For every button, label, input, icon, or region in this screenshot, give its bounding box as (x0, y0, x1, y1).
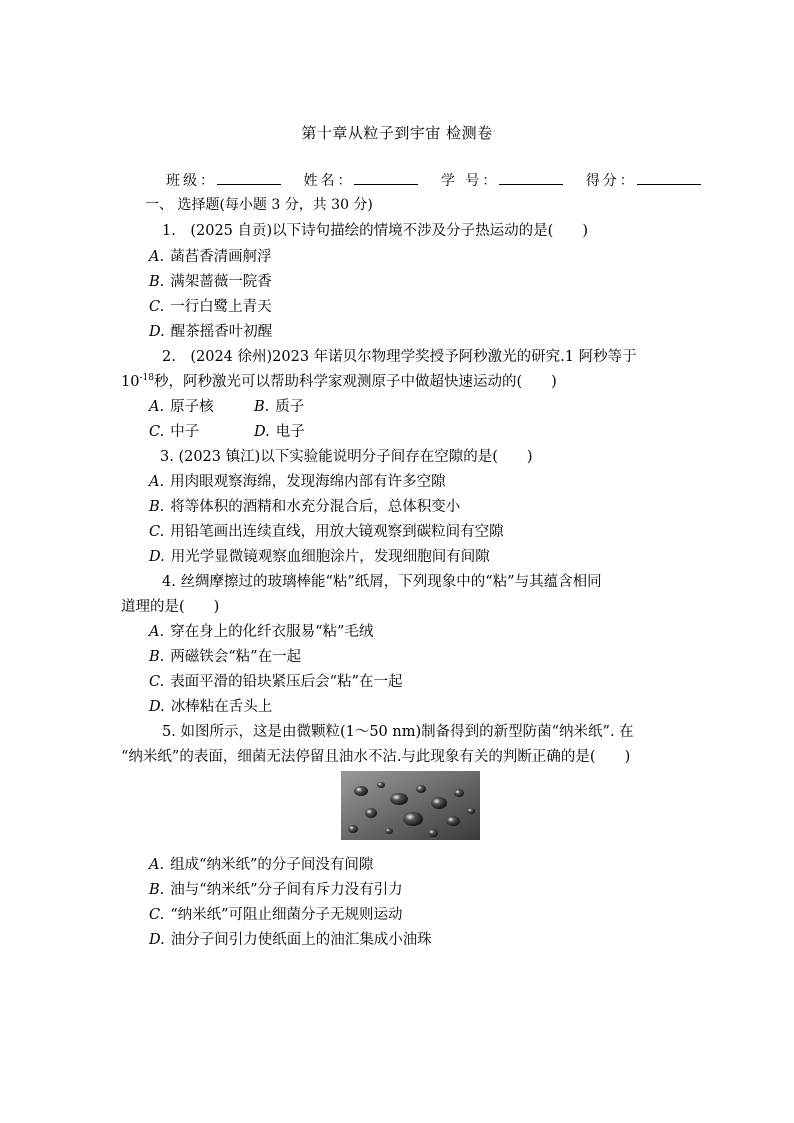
option-text: 冰棒粘在舌头上 (170, 699, 273, 715)
question-4-stem-line2: 道理的是( ) (121, 599, 220, 615)
question-5-stem-line1: 5. 如图所示，这是由微颗粒(1～50 nm)制备得到的新型防菌“纳米纸”. 在 (162, 724, 634, 740)
student-info-row (166, 170, 719, 190)
class-blank (217, 172, 281, 185)
option-letter: C. (149, 524, 165, 540)
option-text: 表面平滑的铅块紧压后会“粘”在一起 (170, 674, 403, 690)
question-1-option-c (149, 295, 272, 316)
stem-text: 10 (121, 374, 140, 390)
question-3-stem: 3. (2023 镇江)以下实验能说明分子间存在空隙的是( ) (160, 449, 533, 465)
option-text: 用肉眼观察海绵，发现海绵内部有许多空隙 (170, 474, 446, 490)
question-2-option-c (149, 420, 199, 441)
question-5-stem-line2: “纳米纸”的表面，细菌无法停留且油水不沾.与此现象有关的判断正确的是( ) (121, 749, 631, 765)
question-3-option-c (149, 520, 504, 541)
option-text: 电子 (275, 424, 305, 440)
question-2-option-d (254, 420, 305, 441)
option-text: 菡萏香清画舸浮 (170, 249, 272, 265)
option-letter: B. (149, 274, 165, 290)
score-blank (637, 172, 701, 185)
section-heading: 一、 选择题(每小题 3 分，共 30 分) (145, 197, 373, 213)
option-letter: A. (149, 474, 165, 490)
id-label: 学 号： (440, 173, 500, 189)
question-4-option-b (149, 645, 301, 666)
score-label: 得分： (585, 173, 637, 189)
question-3-option-b (149, 495, 460, 516)
question-4-stem-line1: 4. 丝绸摩擦过的玻璃棒能“粘”纸屑，下列现象中的“粘”与其蕴含相同 (162, 574, 602, 590)
option-text: 将等体积的酒精和水充分混合后，总体积变小 (170, 499, 461, 515)
option-letter: D. (149, 549, 165, 565)
option-letter: D. (254, 424, 270, 440)
id-blank (499, 172, 563, 185)
option-text: 满架蔷薇一院香 (170, 274, 272, 290)
option-letter: B. (149, 882, 165, 898)
option-letter: B. (149, 499, 165, 515)
question-1-option-a (149, 245, 272, 266)
option-letter: A. (149, 249, 165, 265)
option-letter: D. (149, 932, 165, 948)
question-4-option-d (149, 695, 272, 716)
option-text: 组成“纳米纸”的分子间没有间隙 (170, 857, 374, 873)
question-4-option-c (149, 670, 403, 691)
question-5-option-c (149, 903, 403, 924)
question-1-option-d (149, 320, 272, 341)
option-text: 穿在身上的化纤衣服易“粘”毛绒 (170, 624, 374, 640)
option-letter: C. (149, 674, 165, 690)
question-5-option-a (149, 853, 373, 874)
class-label: 班级： (166, 173, 217, 189)
question-2-stem-line1: 2. (2024 徐州)2023 年诺贝尔物理学奖授予阿秒激光的研究.1 阿秒等于 (162, 349, 637, 365)
option-text: 油与“纳米纸”分子间有斥力没有引力 (170, 882, 403, 898)
question-3-option-a (149, 470, 446, 491)
option-letter: D. (149, 324, 165, 340)
option-letter: D. (149, 699, 165, 715)
stem-text: 秒，阿秒激光可以帮助科学家观测原子中做超快速运动的( ) (153, 374, 557, 390)
exponent: -18 (139, 373, 154, 384)
option-text: “纳米纸”可阻止细菌分子无规则运动 (170, 907, 403, 923)
option-letter: A. (149, 399, 165, 415)
name-blank (354, 172, 418, 185)
option-letter: A. (149, 624, 165, 640)
option-letter: B. (149, 649, 165, 665)
option-text: 一行白鹭上青天 (170, 299, 272, 315)
option-text: 用光学显微镜观察血细胞涂片，发现细胞间有间隙 (170, 549, 490, 565)
question-5-option-d (149, 928, 432, 949)
question-2-option-a (149, 395, 214, 416)
option-text: 中子 (170, 424, 200, 440)
question-2-option-b (254, 395, 304, 416)
option-letter: C. (149, 299, 165, 315)
option-letter: C. (149, 424, 165, 440)
option-letter: A. (149, 857, 165, 873)
question-1-stem: 1. (2025 自贡)以下诗句描绘的情境不涉及分子热运动的是( ) (162, 223, 588, 239)
option-text: 用铅笔画出连续直线，用放大镜观察到碳粒间有空隙 (170, 524, 504, 540)
option-letter: C. (149, 907, 165, 923)
question-3-option-d (149, 545, 490, 566)
question-2-stem-line2 (121, 370, 557, 391)
name-label: 姓名： (303, 173, 355, 189)
option-text: 油分子间引力使纸面上的油汇集成小油珠 (170, 932, 432, 948)
option-letter: B. (254, 399, 270, 415)
option-text: 醒茶摇香叶初醒 (170, 324, 273, 340)
question-5-option-b (149, 878, 403, 899)
option-text: 原子核 (170, 399, 214, 415)
page-title: 第十章从粒子到宇宙 检测卷 (301, 124, 493, 142)
nano-paper-water-droplets-photo (341, 771, 480, 840)
droplets-image (341, 771, 480, 840)
option-text: 质子 (275, 399, 305, 415)
question-4-option-a (149, 620, 373, 641)
question-1-option-b (149, 270, 272, 291)
option-text: 两磁铁会“粘”在一起 (170, 649, 302, 665)
